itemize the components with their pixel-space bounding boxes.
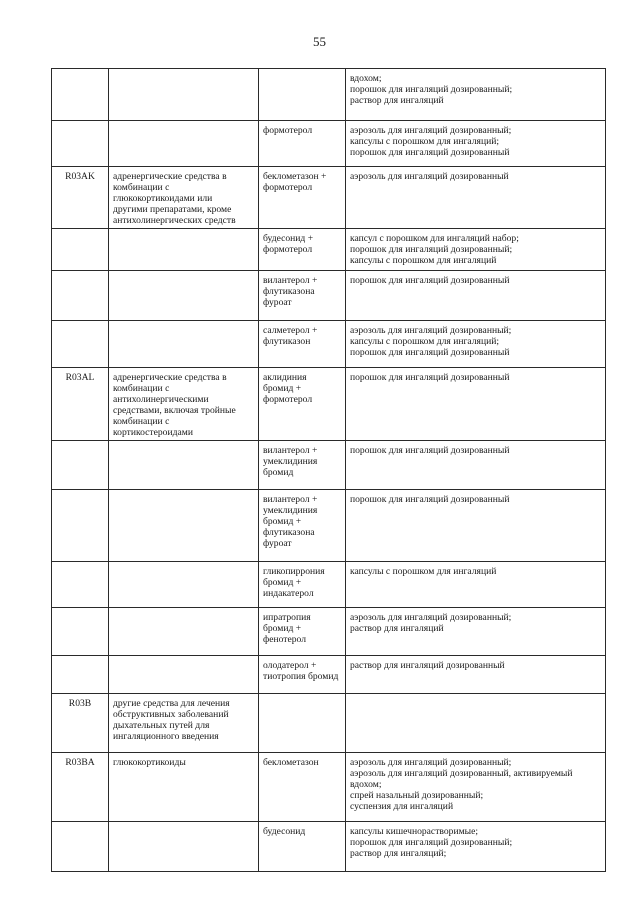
dosage-form-line: порошок для ингаляций дозированный [350,445,510,456]
drug-table [51,68,606,872]
table-body [52,69,606,872]
dosage-form-line: порошок для ингаляций дозированный [350,372,510,383]
atc-code-cell [52,822,109,872]
anatomical-group-cell [109,441,259,490]
drug-name-line: вилантерол + [263,494,318,505]
dosage-form-line: порошок для ингаляций дозированный [350,147,510,158]
atc-code-cell [52,271,109,321]
drug-name-line: формотерол [263,182,313,193]
table-row [52,490,606,562]
dosage-form-line: порошок для ингаляций дозированный; [350,837,513,848]
dosage-form-line: вдохом; [350,779,382,790]
drug-name-line: фенотерол [263,634,306,645]
group-text-line: антихолинергических средств [113,215,236,226]
atc-code-cell [52,562,109,608]
drug-name-line: бромид + [263,623,302,634]
group-text-line: комбинации с [113,416,170,427]
dosage-form-cell [346,822,606,872]
dosage-form-line: аэрозоль для ингаляций дозированный; [350,125,512,136]
drug-name-line: индакатерол [263,588,314,599]
dosage-form-cell [346,694,606,753]
table-row [52,167,606,229]
dosage-form-cell [346,69,606,121]
dosage-form-line: аэрозоль для ингаляций дозированный; [350,325,512,336]
group-text-line: дыхательных путей для [113,720,210,731]
atc-code-cell [52,167,109,229]
group-text-line: другими препаратами, кроме [113,204,232,215]
dosage-form-line: суспензия для ингаляций [350,801,454,812]
atc-code: R03AL [65,372,95,383]
dosage-form-cell [346,490,606,562]
drug-name-line: будесонид + [263,233,314,244]
anatomical-group-cell [109,167,259,229]
drug-name-cell [259,229,346,271]
dosage-form-line: вдохом; [350,73,382,84]
table-row [52,608,606,656]
dosage-form-line: порошок для ингаляций дозированный [350,275,510,286]
atc-code-cell [52,656,109,694]
group-text-line: глюкокортикоиды [113,757,186,768]
dosage-form-line: капсулы с порошком для ингаляций; [350,136,500,147]
group-text-line: средствами, включая тройные [113,405,236,416]
dosage-form-cell [346,229,606,271]
group-text-line: глюкокортикоидами или [113,193,213,204]
dosage-form-cell [346,271,606,321]
anatomical-group-cell [109,656,259,694]
table-row [52,121,606,167]
anatomical-group-cell [109,229,259,271]
table-row [52,562,606,608]
anatomical-group-cell [109,822,259,872]
drug-name-line: ипратропия [263,612,311,623]
table-row [52,271,606,321]
dosage-form-cell [346,608,606,656]
atc-code-cell [52,69,109,121]
drug-name-cell [259,321,346,368]
atc-code-cell [52,321,109,368]
anatomical-group-cell [109,562,259,608]
anatomical-group-cell [109,490,259,562]
anatomical-group-cell [109,69,259,121]
dosage-form-cell [346,656,606,694]
group-text-line: адренергические средства в [113,171,227,182]
dosage-form-line: аэрозоль для ингаляций дозированный; [350,757,512,768]
anatomical-group-cell [109,271,259,321]
drug-name-line: беклометазон [263,757,319,768]
drug-name-line: флутиказон [263,336,311,347]
dosage-form-cell [346,562,606,608]
table-row [52,441,606,490]
drug-name-line: гликопиррония [263,566,325,577]
drug-name-line: бромид + [263,383,302,394]
atc-code-cell [52,121,109,167]
atc-code: R03B [68,698,92,709]
drug-name-cell [259,271,346,321]
dosage-form-line: порошок для ингаляций дозированный [350,494,510,505]
anatomical-group-cell [109,694,259,753]
drug-name-line: вилантерол + [263,445,318,456]
atc-code: R03AK [65,171,95,182]
dosage-form-cell [346,753,606,822]
drug-name-cell [259,441,346,490]
atc-code-cell [52,441,109,490]
drug-name-cell [259,562,346,608]
drug-name-line: фуроат [263,538,292,549]
drug-name-line: бромид + [263,577,302,588]
table-row [52,822,606,872]
drug-name-line: флутиказона [263,527,315,538]
drug-name-cell [259,822,346,872]
drug-name-cell [259,608,346,656]
anatomical-group-cell [109,753,259,822]
group-text-line: комбинации с [113,383,170,394]
group-text-line: кортикостероидами [113,427,193,438]
table-row [52,368,606,441]
atc-code-cell [52,490,109,562]
drug-name-line: салметерол + [263,325,318,336]
drug-name-line: тиотропия бромид [263,671,339,682]
drug-name-line: будесонид [263,826,306,837]
drug-name-line: формотерол [263,394,313,405]
dosage-form-line: порошок для ингаляций дозированный; [350,244,513,255]
atc-code-cell [52,753,109,822]
dosage-form-line: капсул с порошком для ингаляций набор; [350,233,519,244]
dosage-form-line: порошок для ингаляций дозированный [350,347,510,358]
dosage-form-line: раствор для ингаляций; [350,848,447,859]
drug-name-line: формотерол [263,125,313,136]
atc-code-cell [52,229,109,271]
anatomical-group-cell [109,368,259,441]
group-text-line: другие средства для лечения [113,698,230,709]
drug-name-cell [259,753,346,822]
dosage-form-line: капсулы с порошком для ингаляций [350,566,497,577]
table-row [52,69,606,121]
drug-name-line: вилантерол + [263,275,318,286]
table-row [52,229,606,271]
drug-name-cell [259,490,346,562]
dosage-form-line: раствор для ингаляций [350,95,444,106]
table-row [52,753,606,822]
group-text-line: антихолинергическими [113,394,209,405]
dosage-form-line: аэрозоль для ингаляций дозированный; [350,612,512,623]
drug-name-line: умеклидиния [263,456,318,467]
drug-name-cell [259,656,346,694]
atc-code-cell [52,608,109,656]
dosage-form-cell [346,368,606,441]
drug-name-line: флутиказона [263,286,315,297]
dosage-form-cell [346,321,606,368]
atc-code-cell [52,694,109,753]
drug-name-line: олодатерол + [263,660,317,671]
drug-name-line: бромид [263,467,294,478]
dosage-form-line: раствор для ингаляций дозированный [350,660,505,671]
table-row [52,656,606,694]
group-text-line: комбинации с [113,182,170,193]
dosage-form-line: капсулы с порошком для ингаляций [350,255,497,266]
dosage-form-cell [346,441,606,490]
dosage-form-line: порошок для ингаляций дозированный; [350,84,513,95]
dosage-form-line: спрей назальный дозированный; [350,790,484,801]
group-text-line: ингаляционного введения [113,731,219,742]
drug-name-cell [259,121,346,167]
table-row [52,321,606,368]
dosage-form-line: капсулы кишечнорастворимые; [350,826,479,837]
anatomical-group-cell [109,121,259,167]
drug-name-cell [259,368,346,441]
dosage-form-cell [346,167,606,229]
dosage-form-line: раствор для ингаляций [350,623,444,634]
table-row [52,694,606,753]
atc-code: R03BA [65,757,95,768]
drug-name-cell [259,69,346,121]
group-text-line: адренергические средства в [113,372,227,383]
drug-name-line: умеклидиния [263,505,318,516]
anatomical-group-cell [109,321,259,368]
drug-name-cell [259,694,346,753]
atc-code-cell [52,368,109,441]
dosage-form-line: аэрозоль для ингаляций дозированный, активируемый [350,768,573,779]
drug-name-line: формотерол [263,244,313,255]
group-text-line: обструктивных заболеваний [113,709,229,720]
drug-name-line: бромид + [263,516,302,527]
dosage-form-cell [346,121,606,167]
dosage-form-line: аэрозоль для ингаляций дозированный [350,171,509,182]
drug-name-cell [259,167,346,229]
drug-name-line: беклометазон + [263,171,327,182]
drug-name-line: фуроат [263,297,292,308]
dosage-form-line: капсулы с порошком для ингаляций; [350,336,500,347]
anatomical-group-cell [109,608,259,656]
page-number: 55 [313,34,326,49]
drug-name-line: аклидиния [263,372,307,383]
